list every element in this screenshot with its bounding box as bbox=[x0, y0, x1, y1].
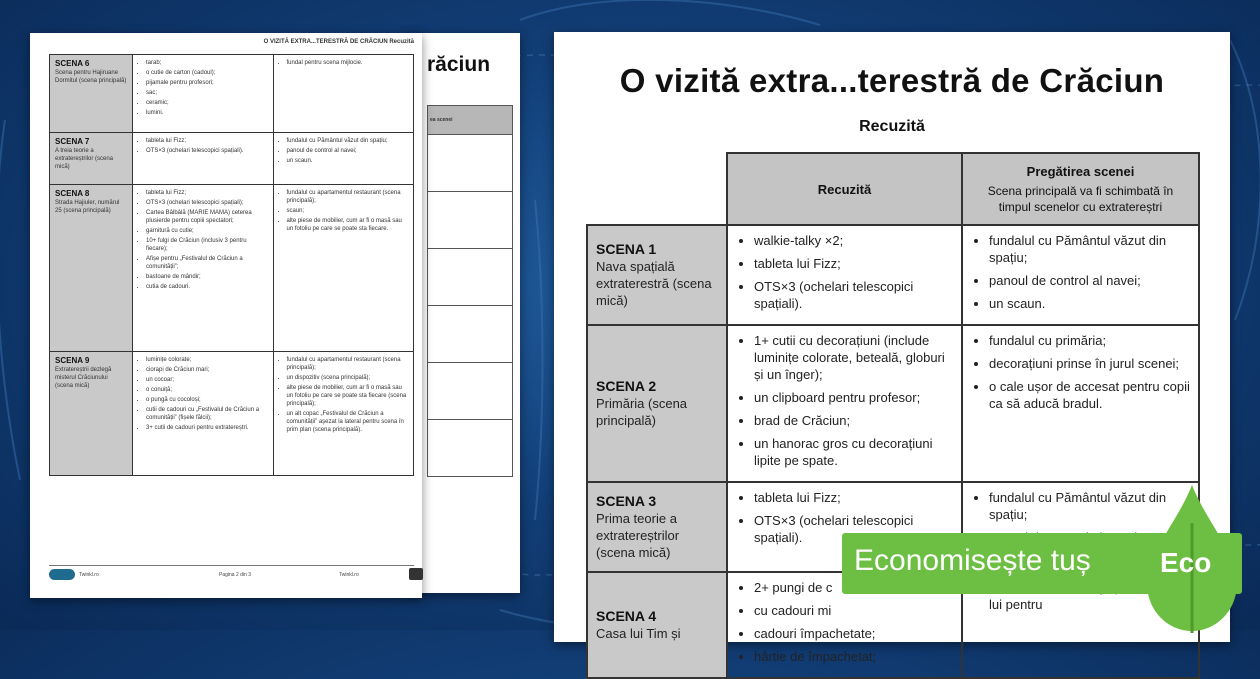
prop-item: • brad de Crăciun; bbox=[754, 412, 953, 429]
scene-cell bbox=[50, 185, 133, 352]
back-page-cell bbox=[428, 192, 513, 249]
prop-item: • Afișe pentru „Festivalul de Crăciun a comunității”; bbox=[146, 255, 268, 271]
stage-item: • alte piese de mobilier, cum ar fi o masă sau un fotoliu pe care se poate sta fiecare. bbox=[287, 217, 409, 233]
prop-list bbox=[138, 59, 268, 117]
scene-number: SCENA 8 bbox=[55, 189, 90, 198]
stage-item: • un dispozitiv (scena principală); bbox=[287, 374, 409, 382]
prop-item: • walkie-talky ×2; bbox=[754, 232, 953, 249]
scene-number: SCENA 6 bbox=[55, 59, 90, 68]
prop-item: • cutii de cadouri cu „Festivalul de Crăciun a comunității” (fișele fălcii); bbox=[146, 406, 268, 422]
table-row bbox=[587, 325, 1199, 482]
header-props: Recuzită bbox=[727, 153, 962, 225]
page-title: O vizită extra...terestră de Crăciun bbox=[619, 62, 1165, 99]
stage-item: • un scaun. bbox=[989, 295, 1190, 312]
stage-item: • o cale ușor de accesat pentru copii ca să aducă bradul. bbox=[989, 378, 1190, 412]
scene-description: Casa lui Tim și bbox=[596, 626, 681, 641]
stage-item: • fundalul cu Pământul văzut din spațiu; bbox=[989, 489, 1190, 523]
stage-item: • fundal pentru scena mijlocie. bbox=[287, 59, 409, 67]
prop-item: • tableta lui Fizz; bbox=[754, 489, 953, 506]
props-cell bbox=[133, 352, 274, 476]
prop-item: • OTS×3 (ochelari telescopici spațiali). bbox=[754, 278, 953, 312]
back-worksheet-page bbox=[405, 33, 520, 593]
prop-item: • Cartea Bâlbâlă (MARIE MAMA) ceterea plusierde pentru copiii spectatori; bbox=[146, 209, 268, 225]
scene-cell bbox=[50, 55, 133, 133]
prop-item: • 3+ cutii de cadouri pentru extratereștri. bbox=[146, 424, 268, 432]
back-page-cell bbox=[428, 306, 513, 363]
scene-description: Prima teorie a extratereștrilor (scena mică) bbox=[596, 511, 680, 560]
stage-item: • fundalul cu Pământul văzut din spațiu; bbox=[287, 137, 409, 145]
props-cell bbox=[727, 325, 962, 482]
scene-cell bbox=[587, 572, 727, 678]
scene-cell bbox=[50, 133, 133, 185]
prop-list bbox=[138, 356, 268, 432]
eco-save-ink-button[interactable] bbox=[842, 533, 1242, 594]
header-stage-title: Pregătirea scenei bbox=[1026, 164, 1135, 179]
table-corner bbox=[587, 153, 727, 225]
stage-item: • lui pentru bbox=[989, 579, 1190, 613]
scene-description: Primăria (scena principală) bbox=[596, 396, 688, 428]
scene-number: SCENA 3 bbox=[596, 493, 657, 509]
prop-item: • 2+ pungi de c bbox=[754, 579, 953, 596]
prop-item: • un cocoar; bbox=[146, 376, 268, 384]
prop-item: • o cutie de carton (cadoul); bbox=[146, 69, 268, 77]
stage-item: • fundalul cu Pământul văzut din spațiu; bbox=[989, 232, 1190, 266]
prop-item: • ceramic; bbox=[146, 99, 268, 107]
prop-list bbox=[736, 232, 953, 312]
prop-item: • sac; bbox=[146, 89, 268, 97]
scene-number: SCENA 4 bbox=[596, 608, 657, 624]
back-page-title: răciun bbox=[427, 53, 491, 76]
props-cell bbox=[133, 185, 274, 352]
prop-item: • 1+ cutii cu decorațiuni (include luminițe colorate, beteală, globuri și un înger); bbox=[754, 332, 953, 383]
stage-item: • panoul de control al navei; bbox=[989, 272, 1190, 289]
left-worksheet-page bbox=[30, 33, 422, 598]
stage-cell bbox=[273, 133, 414, 185]
twinkl-logo bbox=[49, 569, 75, 580]
prop-item: • cadouri împachetate; bbox=[754, 625, 953, 642]
prop-item: • OTS×3 (ochelari telescopici spațiali). bbox=[146, 147, 268, 155]
props-cell bbox=[133, 55, 274, 133]
scene-description: A treia teorie a extratereștrilor (scena mică) bbox=[55, 148, 114, 170]
stage-list bbox=[279, 137, 409, 165]
prop-item: • bastoane de mândir; bbox=[146, 273, 268, 281]
props-cell bbox=[727, 225, 962, 325]
back-page-cell bbox=[428, 135, 513, 192]
scene-cell bbox=[587, 325, 727, 482]
prop-item: • luminițe colorate; bbox=[146, 356, 268, 364]
header-stage-note: Scena principală va fi schimbată în timpul scenelor cu extratereștri bbox=[987, 184, 1174, 214]
left-page-header: O VIZITĂ EXTRA...TERESTRĂ DE CRĂCIUN Recuzită bbox=[263, 39, 414, 45]
scene-number: SCENA 9 bbox=[55, 356, 90, 365]
stage-list bbox=[971, 332, 1190, 412]
footer-left-text: Twinkl.ro bbox=[79, 572, 99, 578]
eco-text: Economisește tuș bbox=[854, 544, 1091, 577]
scene-description: Extratereștrii dezlegă misterul Crăciunului (scena mică) bbox=[55, 367, 112, 389]
scene-number: SCENA 2 bbox=[596, 378, 657, 394]
stage-item: • fundalul cu primăria; bbox=[989, 332, 1190, 349]
back-page-header-cell: ea scenei bbox=[428, 106, 513, 135]
stage-list bbox=[279, 189, 409, 233]
scene-cell bbox=[50, 352, 133, 476]
prop-item: • un hanorac gros cu decorațiuni lipite pe spate. bbox=[754, 435, 953, 469]
stage-cell bbox=[273, 55, 414, 133]
scene-cell bbox=[587, 482, 727, 572]
props-table bbox=[586, 152, 1200, 679]
footer-page-number: Pagina 2 din 3 bbox=[219, 572, 251, 578]
stage-list bbox=[279, 356, 409, 434]
scene-description: Nava spațială extraterestră (scena mică) bbox=[596, 259, 712, 308]
stage-item: • panoul de control al navei; bbox=[287, 147, 409, 155]
prop-item: • tarab; bbox=[146, 59, 268, 67]
stage-item: • fundalul cu apartamentul restaurant (scena principală); bbox=[287, 189, 409, 205]
props-cell bbox=[133, 133, 274, 185]
scene-cell bbox=[587, 225, 727, 325]
prop-item: • OTS×3 (ochelari telescopici spațiali); bbox=[146, 199, 268, 207]
stage-item: • decorațiuni prinse în jurul scenei; bbox=[989, 355, 1190, 372]
table-row bbox=[50, 133, 414, 185]
stage-list bbox=[971, 232, 1190, 312]
header-stage bbox=[962, 153, 1199, 225]
left-page-table bbox=[49, 54, 414, 476]
prop-item: • 10+ fulgi de Crăciun (inclusiv 3 pentru fiecare); bbox=[146, 237, 268, 253]
table-row bbox=[50, 352, 414, 476]
table-row bbox=[50, 185, 414, 352]
prop-item: • hârtie de împachetat; bbox=[754, 648, 953, 665]
stage-item: • alte piese de mobilier, cum ar fi o masă sau un fotoliu pe care se poate sta fiecare (scena principală); bbox=[287, 384, 409, 408]
prop-item: • o conuiță; bbox=[146, 386, 268, 394]
stage-item: • fundalul cu apartamentul restaurant (scena principală); bbox=[287, 356, 409, 372]
scene-number: SCENA 1 bbox=[596, 241, 657, 257]
prop-list bbox=[138, 137, 268, 155]
left-page-footer bbox=[49, 565, 414, 584]
footer-right-text: Twinkl.ro bbox=[339, 572, 359, 578]
prop-item: • tableta lui Fizz; bbox=[146, 137, 268, 145]
prop-item: • tableta lui Fizz; bbox=[754, 255, 953, 272]
eco-label: Eco bbox=[1160, 547, 1212, 578]
table-row bbox=[587, 225, 1199, 325]
stage-item: • un alt copac „Festivalul de Crăciun a comunității” aşezat la lateral pentru scena în prim plan (scena principală). bbox=[287, 410, 409, 434]
stage-item: • un scaun. bbox=[287, 157, 409, 165]
stage-list bbox=[279, 59, 409, 67]
scene-number: SCENA 7 bbox=[55, 137, 90, 146]
prop-item: • lumini. bbox=[146, 109, 268, 117]
table-row bbox=[50, 55, 414, 133]
prop-item: • ciorapi de Crăciun mari; bbox=[146, 366, 268, 374]
stage-item: • scaun; bbox=[287, 207, 409, 215]
prop-item: • cutia de cadouri. bbox=[146, 283, 268, 291]
prop-item: • cu cadouri mi bbox=[754, 602, 953, 619]
prop-item: • o pungă cu cocoloși; bbox=[146, 396, 268, 404]
prop-list bbox=[736, 332, 953, 469]
stage-cell bbox=[273, 352, 414, 476]
prop-item: • OTS×3 (ochelari telescopici spațiali). bbox=[754, 512, 953, 546]
scene-description: Scena pentru Hajiruane Dormitul (scena principală) bbox=[55, 70, 127, 84]
back-page-cell bbox=[428, 420, 513, 477]
prop-item: • pijamale pentru profesori; bbox=[146, 79, 268, 87]
stage-cell bbox=[273, 185, 414, 352]
prop-item: • garnitură cu cutie; bbox=[146, 227, 268, 235]
prop-item: • un clipboard pentru profesor; bbox=[754, 389, 953, 406]
house-logo bbox=[409, 568, 423, 580]
prop-item: • tableta lui Fizz; bbox=[146, 189, 268, 197]
back-page-cell bbox=[428, 249, 513, 306]
prop-list bbox=[138, 189, 268, 291]
stage-cell bbox=[962, 225, 1199, 325]
stage-cell bbox=[962, 325, 1199, 482]
back-page-table bbox=[427, 105, 513, 477]
back-page-cell bbox=[428, 363, 513, 420]
page-subtitle: Recuzită bbox=[859, 118, 925, 135]
scene-description: Strada Hajiuler, numărul 25 (scena principală) bbox=[55, 200, 120, 214]
